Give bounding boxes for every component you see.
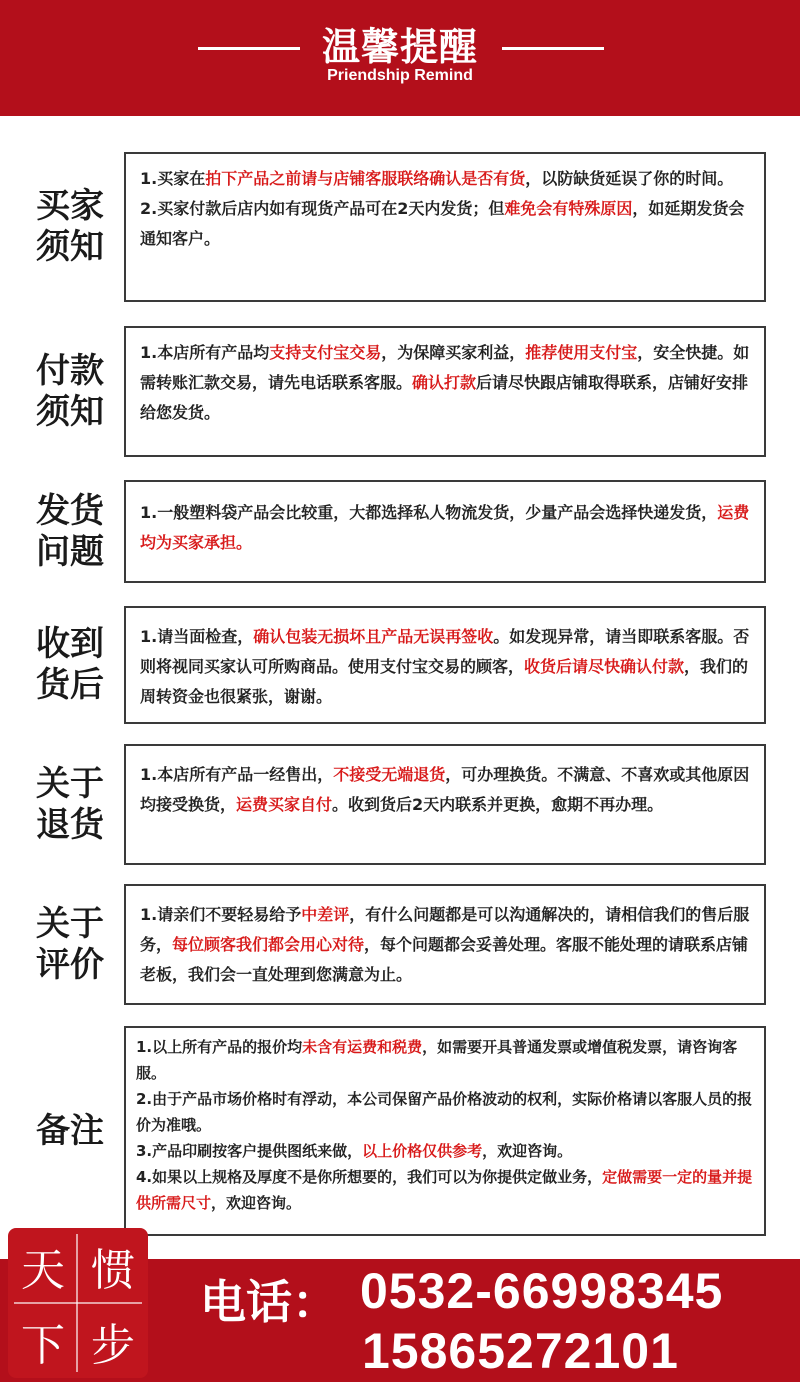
paragraph-text: ，为保障买家利益， bbox=[381, 343, 526, 362]
paragraph-text: 2.买家付款后店内如有现货产品可在2天内发货；但 bbox=[140, 199, 505, 218]
section-label bbox=[30, 606, 110, 724]
section-paragraph bbox=[140, 194, 752, 254]
highlighted-text: 确认打款 bbox=[412, 373, 477, 392]
paragraph-text: ，安全快捷。如需转账汇款交易，请先电话联系客服。 bbox=[140, 343, 750, 392]
section-text-box bbox=[124, 744, 766, 865]
section-label-line1: 买家 bbox=[36, 186, 104, 227]
section-label-line2: 须知 bbox=[36, 391, 104, 432]
highlighted-text: 难免会有特殊原因 bbox=[504, 199, 633, 218]
paragraph-text: 1.一般塑料袋产品会比较重，大都选择私人物流发货，少量产品会选择快递发货， bbox=[140, 503, 718, 522]
highlighted-text: 支持支付宝交易 bbox=[269, 343, 382, 362]
section-remarks bbox=[0, 1026, 800, 1236]
paragraph-text: 3.产品印刷按客户提供图纸来做， bbox=[136, 1142, 363, 1160]
section-paragraph bbox=[136, 1086, 754, 1138]
highlighted-text: 定做需要一定的量并提供所需尺寸 bbox=[136, 1168, 753, 1212]
highlighted-text: 确认包装无损坏且产品无误再签收 bbox=[253, 627, 494, 646]
section-paragraph bbox=[136, 1034, 754, 1086]
section-paragraph bbox=[140, 338, 752, 428]
paragraph-text: 。如发现异常，请当即联系客服。否则将视同买家认可所购商品。使用支付宝交易的顾客， bbox=[140, 627, 750, 676]
section-label bbox=[30, 884, 110, 1005]
section-label bbox=[30, 744, 110, 865]
paragraph-text: 1.本店所有产品一经售出， bbox=[140, 765, 334, 784]
highlighted-text: 以上价格仅供参考 bbox=[362, 1142, 483, 1160]
highlighted-text: 不接受无端退货 bbox=[333, 765, 446, 784]
section-label-line2: 问题 bbox=[36, 531, 104, 572]
section-label-line2: 须知 bbox=[36, 227, 104, 267]
section-label-line2: 退货 bbox=[36, 804, 104, 845]
section-reviews bbox=[0, 884, 800, 1005]
seal-char: 步 bbox=[91, 1319, 135, 1371]
paragraph-text: 。收到货后2天内联系并更换，愈期不再办理。 bbox=[332, 795, 664, 814]
paragraph-text: ，我们的周转资金也很紧张，谢谢。 bbox=[140, 657, 749, 706]
paragraph-text: ，以防缺货延误了你的时间。 bbox=[525, 169, 734, 188]
section-text-box bbox=[124, 884, 766, 1005]
page-title: 温馨提醒 bbox=[321, 25, 478, 69]
section-label bbox=[30, 326, 110, 457]
paragraph-text: ，如延期发货会通知客户。 bbox=[140, 199, 745, 248]
paragraph-text: 1.买家在 bbox=[140, 169, 206, 188]
paragraph-text: 4.如果以上规格及厚度不是你所想要的，我们可以为你提供定做业务， bbox=[136, 1168, 603, 1186]
section-label-line2: 货后 bbox=[36, 665, 104, 705]
phone-label: 电话： bbox=[200, 1275, 338, 1329]
section-returns bbox=[0, 744, 800, 865]
section-paragraph bbox=[140, 164, 752, 194]
header-banner bbox=[0, 0, 800, 116]
highlighted-text: 运费买家自付 bbox=[236, 795, 333, 814]
seal-char: 下 bbox=[21, 1319, 65, 1371]
section-paragraph bbox=[140, 498, 752, 558]
section-label bbox=[30, 480, 110, 583]
paragraph-text: ，如需要开具普通发票或增值税发票，请咨询客服。 bbox=[136, 1038, 738, 1082]
paragraph-text: ，欢迎咨询。 bbox=[211, 1194, 302, 1212]
paragraph-text: ，每个问题都会妥善处理。客服不能处理的请联系店铺老板，我们会一直处理到您满意为止。 bbox=[140, 935, 749, 984]
paragraph-text: 1.请亲们不要轻易给予 bbox=[140, 905, 302, 924]
section-payment-notice bbox=[0, 326, 800, 457]
section-label-line1: 关于 bbox=[36, 763, 104, 804]
paragraph-text: 后请尽快跟店铺取得联系，店铺好安排给您发货。 bbox=[140, 373, 749, 422]
section-paragraph bbox=[136, 1164, 754, 1216]
section-label-line1: 备注 bbox=[36, 1110, 104, 1151]
paragraph-text: ，欢迎咨询。 bbox=[482, 1142, 573, 1160]
section-paragraph bbox=[140, 760, 752, 820]
section-label bbox=[30, 1026, 110, 1236]
section-text-box bbox=[124, 480, 766, 583]
section-text-box bbox=[124, 152, 766, 302]
paragraph-text: 1.本店所有产品均 bbox=[140, 343, 270, 362]
phone-number-mobile[interactable]: 15865272101 bbox=[362, 1323, 679, 1379]
highlighted-text: 运费均为买家承担。 bbox=[140, 503, 750, 552]
highlighted-text: 收货后请尽快确认付款 bbox=[524, 657, 685, 676]
section-label-line1: 关于 bbox=[36, 903, 104, 944]
shop-seal-logo bbox=[8, 1228, 148, 1378]
paragraph-text: 2.由于产品市场价格时有浮动，本公司保留产品价格波动的权利，实际价格请以客服人员的报价为准哦。 bbox=[136, 1090, 753, 1134]
phone-number-landline[interactable]: 0532-66998345 bbox=[360, 1263, 724, 1319]
section-paragraph bbox=[136, 1138, 754, 1164]
highlighted-text: 中差评 bbox=[301, 905, 350, 924]
highlighted-text: 未含有运费和税费 bbox=[302, 1038, 423, 1056]
section-label-line1: 发货 bbox=[36, 490, 104, 531]
paragraph-text: ，有什么问题都是可以沟通解决的，请相信我们的售后服务， bbox=[140, 905, 750, 954]
section-label-line2: 评价 bbox=[36, 944, 104, 985]
section-paragraph bbox=[140, 622, 752, 712]
highlighted-text: 每位顾客我们都会用心对待 bbox=[172, 935, 365, 954]
paragraph-text: ，可办理换货。不满意、不喜欢或其他原因均接受换货， bbox=[140, 765, 750, 814]
seal-char: 天 bbox=[21, 1244, 65, 1296]
paragraph-text: 1.以上所有产品的报价均 bbox=[136, 1038, 303, 1056]
seal-char: 惯 bbox=[91, 1244, 135, 1296]
section-text-box bbox=[124, 326, 766, 457]
page-subtitle: Priendship Remind bbox=[327, 67, 473, 84]
section-buyer-notice bbox=[0, 152, 800, 302]
paragraph-text: 1.请当面检查， bbox=[140, 627, 254, 646]
section-paragraph bbox=[140, 900, 752, 990]
section-label bbox=[30, 152, 110, 302]
section-after-receipt bbox=[0, 606, 800, 724]
section-text-box bbox=[124, 1026, 766, 1236]
section-label-line1: 付款 bbox=[36, 350, 104, 391]
section-label-line1: 收到 bbox=[36, 624, 104, 665]
highlighted-text: 推荐使用支付宝 bbox=[525, 343, 638, 362]
section-shipping bbox=[0, 480, 800, 583]
section-text-box bbox=[124, 606, 766, 724]
highlighted-text: 拍下产品之前请与店铺客服联络确认是否有货 bbox=[205, 169, 526, 188]
